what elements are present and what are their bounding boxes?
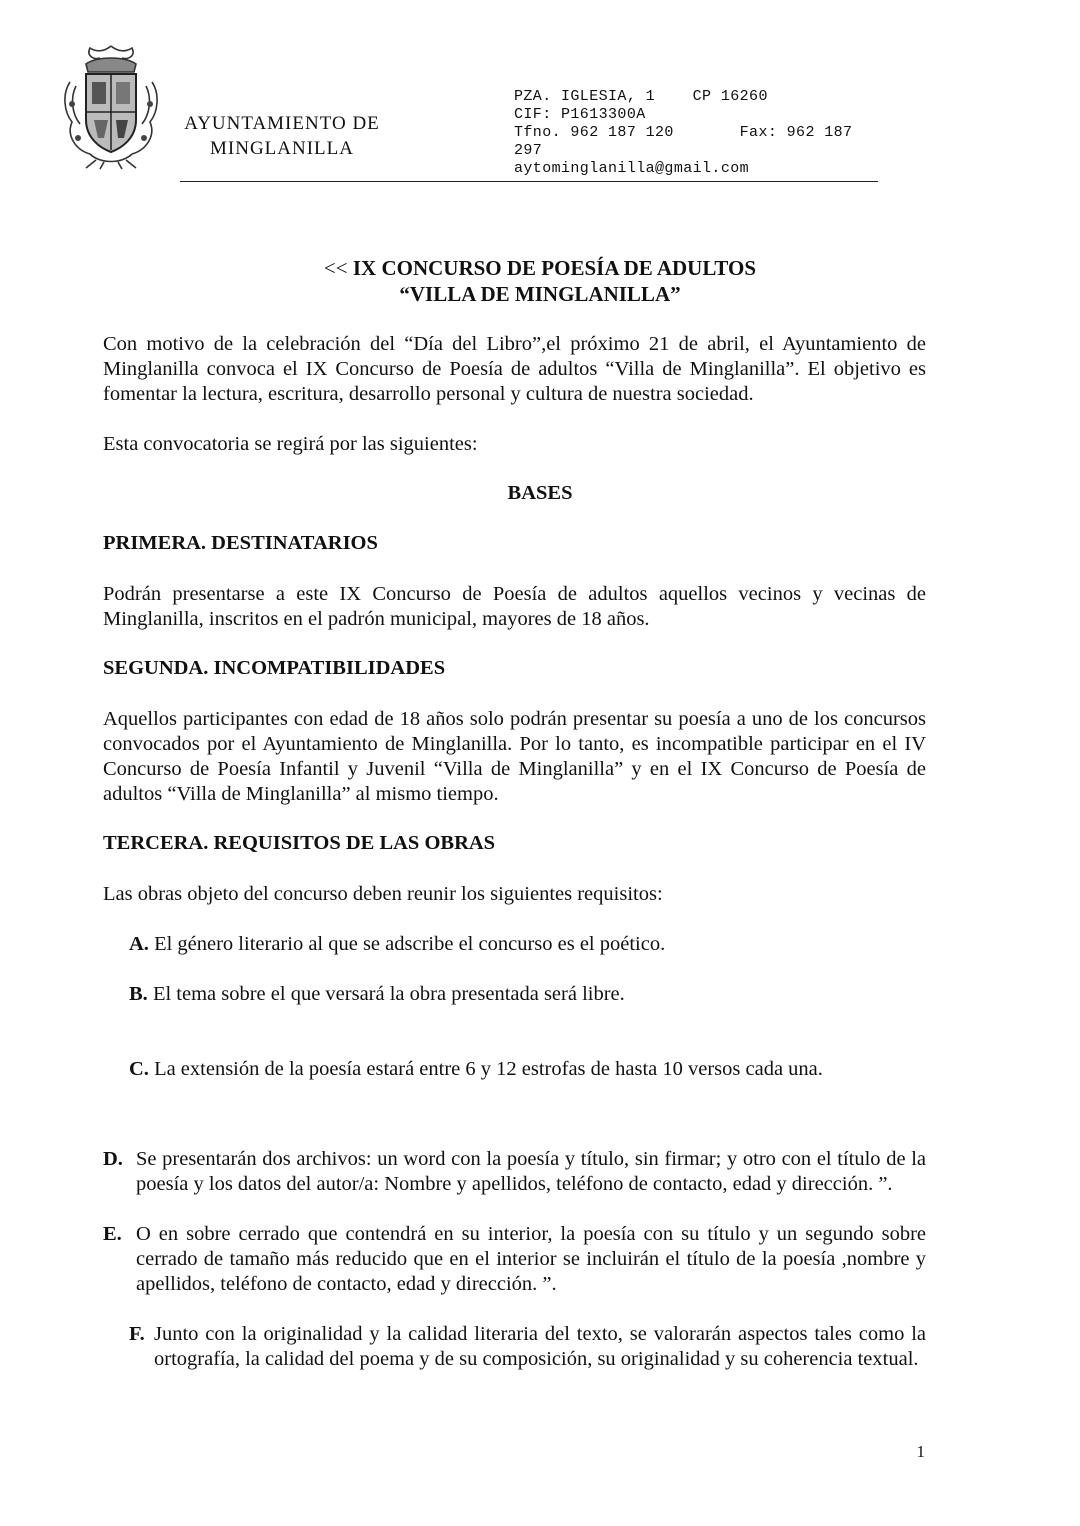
requirement-text: Se presentarán dos archivos: un word con la poesía y título, sin firmar; y otro con el título de la poesía y los datos del autor/a: Nombre y apellidos, teléfono de contacto, edad y dirección. ”. (136, 1148, 926, 1195)
municipal-crest-logo (56, 42, 166, 170)
section-text-segunda: Aquellos participantes con edad de 18 años solo podrán presentar su poesía a uno de los concursos convocados por el Ayuntamiento de Minglanilla. Por lo tanto, es incompatible participar en el IV Concurso de Poesía Infantil y Juvenil “Villa de Minglanilla” y en el IX Concurso de Poesía de adultos “Villa de Minglanilla” al mismo tiempo. (103, 708, 926, 805)
section-text-primera: Podrán presentarse a este IX Concurso de Poesía de adultos aquellos vecinos y vecinas de Minglanilla, inscritos en el padrón municipal, mayores de 18 años. (103, 583, 926, 630)
requirement-text: El tema sobre el que versará la obra presentada será libre. (152, 983, 625, 1005)
cif: CIF: P1613300A (514, 106, 646, 123)
organization-name (176, 111, 388, 161)
requirement-item (129, 1322, 926, 1372)
requirement-item (129, 932, 926, 957)
section-heading-primera: PRIMERA. DESTINATARIOS (103, 532, 378, 554)
org-line-2: MINGLANILLA (210, 138, 354, 159)
requirement-label: E. (103, 1223, 122, 1245)
requirement-text: Junto con la originalidad y la calidad literaria del texto, se valorarán aspectos tales como la ortografía, la calidad del poema y de su composición, su originalidad y su coherencia textual. (154, 1323, 926, 1370)
requirement-text: El género literario al que se adscribe el concurso es el poético. (154, 933, 666, 955)
bases-heading: BASES (507, 482, 573, 504)
document-title-line-1 (0, 256, 1080, 281)
title-text-1: IX CONCURSO DE POESÍA DE ADULTOS (352, 256, 757, 280)
requirement-item (103, 1147, 926, 1197)
intro-paragraph: Con motivo de la celebración del “Día del Libro”,el próximo 21 de abril, el Ayuntamiento de Minglanilla convoca el IX Concurso de Poesía de adultos “Villa de Minglanilla”. El objetivo es fomentar la lectura, escritura, desarrollo personal y cultura de nuestra sociedad. (103, 333, 926, 405)
requirement-label: B. (129, 983, 148, 1005)
contact-block (514, 88, 894, 178)
phone-fax: Tfno. 962 187 120 Fax: 962 187 (514, 124, 853, 141)
requirement-text: La extensión de la poesía estará entre 6 y 12 estrofas de hasta 10 versos cada una. (154, 1058, 823, 1080)
phone-fax-cont: 297 (514, 142, 543, 159)
convocatoria-paragraph: Esta convocatoria se regirá por las siguientes: (103, 433, 478, 455)
document-title-line-2: “VILLA DE MINGLANILLA” (399, 282, 681, 306)
requirement-item (129, 982, 926, 1007)
requirement-label: F. (129, 1323, 145, 1345)
requirement-text: O en sobre cerrado que contendrá en su interior, la poesía con su título y un segundo sobre cerrado de tamaño más reducido que en el interior se incluirán el título de la poesía ,nombre y apellidos, teléfono de contacto, edad y dirección. ”. (136, 1223, 926, 1295)
section-heading-segunda: SEGUNDA. INCOMPATIBILIDADES (103, 657, 446, 679)
title-prefix: << (323, 256, 348, 280)
page-number: 1 (916, 1442, 925, 1461)
section-heading-tercera: TERCERA. REQUISITOS DE LAS OBRAS (103, 832, 496, 854)
email: aytominglanilla@gmail.com (514, 160, 750, 177)
requirement-label: C. (129, 1058, 149, 1080)
requirement-item (129, 1057, 926, 1082)
section-text-tercera: Las obras objeto del concurso deben reunir los siguientes requisitos: (103, 883, 663, 905)
requirement-label: A. (129, 933, 149, 955)
org-line-1: AYUNTAMIENTO DE (184, 113, 380, 134)
header-divider (180, 181, 878, 182)
requirement-label: D. (103, 1148, 123, 1170)
address: PZA. IGLESIA, 1 CP 16260 (514, 88, 768, 105)
requirement-item (103, 1222, 926, 1297)
